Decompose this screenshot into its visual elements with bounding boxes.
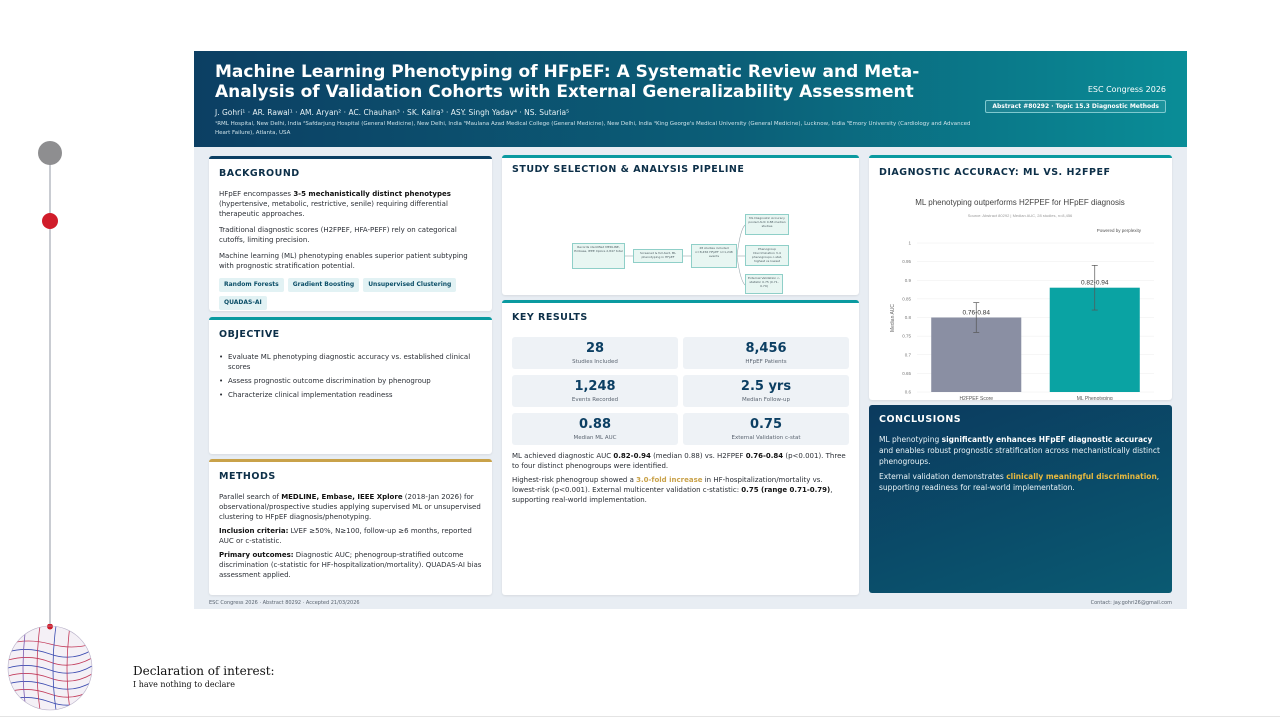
diagnostic-card [869,155,1172,400]
objective-item: • Characterize clinical implementation readiness [219,390,478,400]
stat-external-cstat [683,413,849,445]
stat-label: Studies Included [572,359,618,365]
stat-value: 0.88 [578,417,612,432]
stat-studies [512,337,678,369]
pipeline-title: STUDY SELECTION & ANALYSIS PIPELINE [512,164,745,175]
chart-y-tick: 0.9 [904,277,911,283]
bottom-divider [0,716,1280,717]
stat-value: 28 [585,341,605,356]
conclusions-p2: External validation demonstrates clinically meaningful discrimination, supporting readiness for real-world implementation. [879,472,1160,492]
chart-data-label: 0.82-0.94 [1081,279,1109,287]
methods-card [209,459,492,595]
objective-item: • Evaluate ML phenotyping diagnostic accuracy vs. established clinical scores [219,352,478,372]
pipeline-box-screened: Screened & full-text, ML phenotyping in HFpEF [633,249,683,263]
diagnostic-title: DIAGNOSTIC ACCURACY: ML VS. H2FPEF [879,167,1111,178]
chart-category-label: ML Phenotyping [1076,396,1113,400]
poster-authors: J. Gohri¹ · AR. Rawal¹ · AM. Aryan² · AC. Chauhan³ · SK. Kalra³ · ASY. Singh Yadav⁴ · NS. Sutaria⁵ [215,108,570,117]
stat-label: Median Follow-up [742,397,790,403]
declaration-title: Declaration of interest: [133,664,275,678]
key-results-p1: ML achieved diagnostic AUC 0.82-0.94 (median 0.88) vs. H2FPEF 0.76-0.84 (p<0.001). Three to four distinct phenogroups were identified. [512,452,846,470]
abstract-badge: Abstract #80292 · Topic 15.3 Diagnostic Methods [985,100,1166,113]
methods-p2: Inclusion criteria: LVEF ≥50%, N≥100, follow-up ≥6 months, reported AUC or c-statistic. [219,527,472,545]
globe-logo-icon [6,624,94,712]
methods-p1: Parallel search of MEDLINE, Embase, IEEE Xplore (2018-Jan 2026) for observational/prospective studies applying supervised ML or unsupervised clustering to HFpEF diagnosis/phenotyping. [219,493,481,521]
tag-unsupervised-clustering: Unsupervised Clustering [363,278,456,292]
chart-y-tick: 0.95 [902,259,911,265]
chart-subtitle: Source: Abstract 80292 | Median AUC, 28 studies, n=8,456 [967,213,1073,218]
methods-p3: Primary outcomes: Diagnostic AUC; phenogroup-stratified outcome discrimination (c-statistic for HF-hospitalization/mortality). QUADAS-AI bias assessment applied. [219,551,482,579]
stat-label: External Validation c-stat [731,435,801,441]
footer-left: ESC Congress 2026 · Abstract 80292 · Accepted 21/03/2026 [209,600,360,606]
conclusions-p1: ML phenotyping significantly enhances HFpEF diagnostic accuracy and enables robust prognostic stratification across mechanistically distinct phenogroups. [879,435,1160,466]
pipeline-box-validation: External Validation c-statistic 0.75 (0.71-0.79) [745,274,783,294]
poster-title: Machine Learning Phenotyping of HFpEF: A Systematic Review and Meta-Analysis of Validation Cohorts with External Generalizability Assessment [215,62,920,102]
chart-y-tick: 0.7 [904,352,911,358]
chart-y-tick: 1 [908,240,911,246]
tag-gradient-boosting: Gradient Boosting [288,278,359,292]
pipeline-box-diagnostic: ML Diagnostic Accuracy pooled AUC 0.88 median studies [745,214,789,235]
pipeline-box-identified: Records identified MEDLINE, Embase, IEEE Xplore 2,847 total [572,243,625,269]
pipeline-box-included: 28 studies included n=8,456 HFpEF n=1,248 events [691,244,737,268]
poster [194,51,1187,609]
poster-header [194,51,1187,147]
timeline-dot-red[interactable] [42,213,58,229]
chart-y-label: Median AUC [890,303,896,333]
diagnostic-chart [869,184,1172,400]
key-results-card [502,300,859,595]
tag-random-forests: Random Forests [219,278,284,292]
stat-value: 2.5 yrs [740,379,792,394]
chart-attribution: Powered by perplexity [1096,228,1141,233]
stat-value: 0.75 [749,417,783,432]
stat-events [512,375,678,407]
pipeline-box-phenogroup: Phenogroup Discrimination 3-4 phenogroups c-stat, highest vs lowest [745,245,789,266]
conclusions-card [869,405,1172,593]
stat-label: Median ML AUC [573,435,617,441]
stat-value: 8,456 [745,341,787,356]
stat-followup [683,375,849,407]
chart-data-label: 0.76-0.84 [962,309,990,317]
stat-ml-auc [512,413,678,445]
congress-label: ESC Congress 2026 [1087,85,1166,94]
objective-item: • Assess prognostic outcome discrimination by phenogroup [219,376,478,386]
objective-card [209,317,492,454]
background-title: BACKGROUND [219,168,300,179]
pipeline-connectors [502,158,859,295]
footer-contact: Contact: jay.gohri26@gmail.com [1090,600,1172,606]
timeline-line [49,160,51,630]
chart-y-tick: 0.75 [902,333,911,339]
stat-value: 1,248 [574,379,616,394]
chart-y-tick: 0.65 [902,370,911,376]
stat-label: Events Recorded [571,397,619,403]
timeline-dot-grey[interactable] [38,141,62,165]
conclusions-title: CONCLUSIONS [879,414,962,425]
objective-title: OBJECTIVE [219,329,280,340]
methods-title: METHODS [219,471,276,482]
background-card [209,156,492,311]
chart-title: ML phenotyping outperforms H2FPEF for HFpEF diagnosis [915,198,1125,207]
chart-y-tick: 0.6 [904,389,911,395]
declaration-text: I have nothing to declare [133,680,235,689]
objective-list [219,352,478,404]
background-p1: HFpEF encompasses 3-5 mechanistically distinct phenotypes (hypertensive, metabolic, restrictive, senile) requiring differential therapeutic approaches. [219,190,451,218]
poster-affiliations: ¹RML Hospital, New Delhi, India ²Safdarjung Hospital (General Medicine), New Delhi, India ³Maulana Azad Medical College (General Medicine), New Delhi, India ⁴King George's Medical University (General Medicine), Lucknow, India ⁵Emory University (Cardiology and Advanced Heart Failure), Atlanta, USA [215,121,971,136]
stat-label: HFpEF Patients [745,359,787,365]
chart-y-tick: 0.8 [904,315,911,320]
tag-quadas-ai: QUADAS-AI [219,296,267,310]
method-tags [219,278,481,314]
key-results-title: KEY RESULTS [512,312,588,323]
key-results-p2: Highest-risk phenogroup showed a 3.0-fold increase in HF-hospitalization/mortality vs. lowest-risk (p<0.001). External multicenter validation c-statistic: 0.75 (range 0.71-0.79), supporting real-world implementation. [512,476,833,504]
chart-category-label: H2FPEF Score [959,396,994,400]
chart-y-tick: 0.85 [902,296,911,302]
background-p3: Machine learning (ML) phenotyping enables superior patient subtyping with prognostic stratification potential. [219,252,468,270]
pipeline-card [502,155,859,295]
stat-patients [683,337,849,369]
background-p2: Traditional diagnostic scores (H2FPEF, HFA-PEFF) rely on categorical cutoffs, limiting precision. [219,226,457,244]
